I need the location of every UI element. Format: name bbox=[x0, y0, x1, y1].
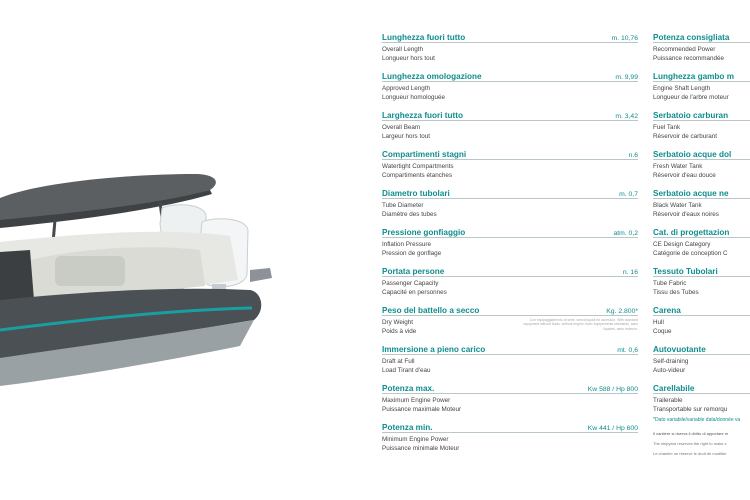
spec-sub-en: Hull bbox=[653, 319, 664, 326]
variable-data-footnote: *Dato variabile/variable data/donnée va bbox=[653, 417, 741, 423]
spec-title: Diametro tubolari bbox=[382, 189, 450, 198]
disclaimer-it: Il cantiere si riserva il diritto di apportare m bbox=[653, 431, 729, 436]
spec-sub-fr: Réservoir de carburant bbox=[653, 133, 718, 140]
spec-self-draining bbox=[653, 341, 750, 380]
spec-sub-fr: Capacité en personnes bbox=[382, 289, 447, 296]
spec-sub-fr: Diamètre des tubes bbox=[382, 211, 437, 218]
spec-sub-fr: Puissance maximale Moteur bbox=[382, 406, 462, 413]
spec-sub-en: Trailerable bbox=[653, 397, 683, 404]
spec-title: Serbatoio carburan bbox=[653, 111, 729, 120]
spec-title: Cat. di progettazion bbox=[653, 228, 730, 237]
spec-sub-fr: Réservoir d'eaux noires bbox=[653, 211, 719, 218]
spec-title: Potenza consigliata bbox=[653, 33, 730, 42]
spec-sub-en: Overall Beam bbox=[382, 124, 421, 131]
spec-title: Carellabile bbox=[653, 384, 695, 393]
spec-title: Tessuto Tubolari bbox=[653, 267, 718, 276]
spec-sub-en: Draft at Full bbox=[382, 358, 415, 365]
spec-max-power bbox=[382, 380, 638, 419]
dry-weight-note: Con equipaggiamento di serie, senza liquidi ed accessori. With standard equipment without fluids, without engine. Avec équipements standards, sans liquides, sans moteurs. bbox=[523, 318, 638, 331]
spec-sub-en: Black Water Tank bbox=[653, 202, 702, 209]
spec-sub-fr: Pression de gonflage bbox=[382, 250, 442, 257]
spec-title: Immersione a pieno carico bbox=[382, 345, 486, 354]
spec-sub-en: Passenger Capacity bbox=[382, 280, 439, 287]
specs-column-left bbox=[382, 29, 638, 458]
spec-value: n. 16 bbox=[622, 269, 638, 276]
spec-sub-fr: Longueur de l'arbre moteur bbox=[653, 94, 729, 101]
spec-value: m. 10,76 bbox=[611, 35, 638, 42]
spec-draft bbox=[382, 341, 638, 380]
spec-overall-beam bbox=[382, 107, 638, 146]
spec-title: Lunghezza fuori tutto bbox=[382, 33, 466, 42]
spec-sub-en: Fuel Tank bbox=[653, 124, 681, 131]
spec-sub-en: Self-draining bbox=[653, 358, 689, 365]
spec-fuel-tank bbox=[653, 107, 750, 146]
spec-title: Compartimenti stagni bbox=[382, 150, 467, 159]
spec-title: Carena bbox=[653, 306, 681, 315]
spec-hull bbox=[653, 302, 750, 341]
spec-trailerable bbox=[653, 380, 750, 419]
spec-sub-fr: Poids à vide bbox=[382, 328, 417, 335]
disclaimer-en: The shipyard reserves the right to make c bbox=[653, 441, 727, 446]
spec-sub-fr: Load Tirant d'eau bbox=[382, 367, 431, 374]
spec-sub-fr: Longueur homologuée bbox=[382, 94, 446, 101]
spec-black-water-tank bbox=[653, 185, 750, 224]
spec-title: Potenza max. bbox=[382, 384, 435, 393]
spec-sub-en: Tube Diameter bbox=[382, 202, 424, 209]
spec-value: Kw 441 / Hp 600 bbox=[587, 425, 638, 432]
spec-value: m. 0,7 bbox=[619, 191, 638, 198]
spec-min-power bbox=[382, 419, 638, 458]
spec-title: Serbatoio acque ne bbox=[653, 189, 729, 198]
spec-sub-fr: Tissu des Tubes bbox=[653, 289, 699, 296]
spec-title: Lunghezza omologazione bbox=[382, 72, 482, 81]
spec-fresh-water-tank bbox=[653, 146, 750, 185]
spec-approved-length bbox=[382, 68, 638, 107]
spec-value: atm. 0,2 bbox=[613, 230, 638, 237]
spec-title: Peso del battello a secco bbox=[382, 306, 480, 315]
spec-overall-length bbox=[382, 29, 638, 68]
spec-value: Kg. 2.800* bbox=[606, 308, 638, 315]
spec-sub-fr: Compartiments étanches bbox=[382, 172, 452, 179]
spec-sub-en: Overall Length bbox=[382, 46, 423, 53]
spec-value: m. 9,99 bbox=[615, 74, 638, 81]
spec-sub-fr: Réservoir d'eau douce bbox=[653, 172, 716, 179]
spec-title: Pressione gonfiaggio bbox=[382, 228, 466, 237]
spec-sub-en: Tube Fabric bbox=[653, 280, 687, 287]
spec-title: Lunghezza gambo m bbox=[653, 72, 734, 81]
spec-title: Autovuotante bbox=[653, 345, 706, 354]
spec-value: Kw 588 / Hp 800 bbox=[587, 386, 638, 393]
spec-recommended-power bbox=[653, 29, 750, 68]
specs-column-right bbox=[653, 29, 750, 459]
spec-title: Larghezza fuori tutto bbox=[382, 111, 463, 120]
spec-sub-en: Minimum Engine Power bbox=[382, 436, 449, 443]
spec-sub-en: Dry Weight bbox=[382, 319, 414, 326]
boat-illustration bbox=[0, 150, 290, 470]
spec-title: Potenza min. bbox=[382, 423, 433, 432]
spec-sub-fr: Transportable sur remorqu bbox=[653, 406, 728, 413]
spec-sub-fr: Longueur hors tout bbox=[382, 55, 435, 62]
spec-title: Serbatoio acque dol bbox=[653, 150, 732, 159]
spec-inflation-pressure bbox=[382, 224, 638, 263]
spec-sub-en: Fresh Water Tank bbox=[653, 163, 703, 170]
spec-dry-weight bbox=[382, 302, 638, 341]
spec-value: mt. 0,6 bbox=[617, 347, 638, 354]
spec-sub-en: Watertight Compartments bbox=[382, 163, 454, 170]
spec-passenger-capacity bbox=[382, 263, 638, 302]
spec-sub-fr: Puissance recommandée bbox=[653, 55, 725, 62]
spec-sub-fr: Puissance minimale Moteur bbox=[382, 445, 460, 452]
spec-tube-fabric bbox=[653, 263, 750, 302]
spec-sub-fr: Catégorie de conception C bbox=[653, 250, 728, 257]
spec-tube-diameter bbox=[382, 185, 638, 224]
spec-value: m. 3,42 bbox=[615, 113, 638, 120]
spec-sub-fr: Largeur hors tout bbox=[382, 133, 430, 140]
spec-sub-en: Inflation Pressure bbox=[382, 241, 432, 248]
spec-sub-en: Recommended Power bbox=[653, 46, 716, 53]
disclaimer-fr: Le chantier se réserve le droit de modifier bbox=[653, 451, 727, 456]
spec-watertight-compartments bbox=[382, 146, 638, 185]
spec-sub-en: Engine Shaft Length bbox=[653, 85, 711, 92]
spec-sub-en: Approved Length bbox=[382, 85, 430, 92]
spec-sub-fr: Auto-videur bbox=[653, 367, 686, 374]
spec-value: n.6 bbox=[628, 152, 638, 159]
spec-design-category bbox=[653, 224, 750, 263]
spec-sub-fr: Coque bbox=[653, 328, 672, 335]
spec-title: Portata persone bbox=[382, 267, 445, 276]
spec-engine-shaft bbox=[653, 68, 750, 107]
spec-sub-en: CE Design Category bbox=[653, 241, 711, 248]
spec-sub-en: Maximum Engine Power bbox=[382, 397, 451, 404]
